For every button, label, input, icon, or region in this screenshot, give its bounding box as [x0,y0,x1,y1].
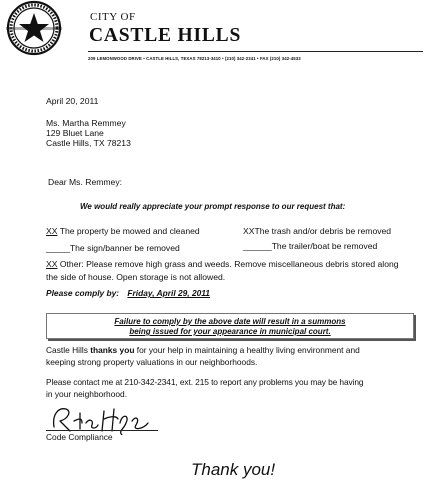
letterhead-rule [88,51,423,52]
item-sign [46,243,180,253]
city-seal-logo [0,0,70,56]
paragraph-thanks [46,345,360,355]
signature-line [46,430,158,431]
signature-title: Code Compliance [46,432,113,442]
closing-thank-you: Thank you! [191,460,276,479]
paragraph-thanks-b: for your help in maintaining a healthy living environment and [134,345,360,355]
paragraph-thanks-a: Castle Hills [46,345,91,355]
item-sign-text: The sign/banner be removed [69,243,180,253]
paragraph-contact-line-2: in your neighborhood. [46,389,128,399]
letterhead-city-name: CASTLE HILLS [89,25,242,46]
letterhead-city-of: CITY OF [90,11,136,23]
warning-line-2: being issued for your appearance in municipal court. [129,327,331,336]
item-trash-mark: XX [243,226,255,236]
warning-box [46,313,414,339]
comply-by [46,288,210,298]
comply-by-label: Please comply by: [46,288,120,298]
item-trash-text: The trash and/or debris be removed [254,226,392,236]
paragraph-contact: Please contact me at 210-342-2341, ext. 215 to report any problems you may be having [46,377,364,387]
salutation: Dear Ms. Remmey: [48,177,123,187]
recipient-name: Ms. Martha Remmey [46,118,126,128]
letterhead-address: 209 LEMONWOOD DRIVE • CASTLE HILLS, TEXAS 78213-3410 • (210) 342-2341 • FAX (210) 342-4533 [88,56,301,61]
item-trailer-mark: ______ [243,241,272,251]
item-trailer [243,241,377,251]
item-other-mark: XX [46,259,58,269]
paragraph-thanks-line-2: keeping strong property valuations in our neighborhoods. [46,357,258,367]
item-other [46,259,399,269]
item-trash [243,226,391,236]
recipient-city-state-zip: Castle Hills, TX 78213 [46,138,131,148]
item-mowed-text: The property be mowed and cleaned [57,226,200,236]
recipient-street: 129 Bluet Lane [46,128,104,138]
item-sign-mark: _____ [46,243,70,253]
item-other-text: Other: Please remove high grass and weeds. Remove miscellaneous debris stored along [57,259,399,269]
item-mowed [46,226,200,236]
item-trailer-text: The trailer/boat be removed [271,241,378,251]
paragraph-thanks-bold: thanks you [90,345,135,355]
comply-by-date: Friday, April 29, 2011 [127,288,210,298]
item-other-continued: the side of house. Open storage is not allowed. [46,272,226,282]
warning-line-1: Failure to comply by the above date will result in a summons [114,317,346,326]
intro-request: We would really appreciate your prompt response to our request that: [80,202,346,211]
letter-date: April 20, 2011 [46,96,99,106]
item-mowed-mark: XX [46,226,58,236]
